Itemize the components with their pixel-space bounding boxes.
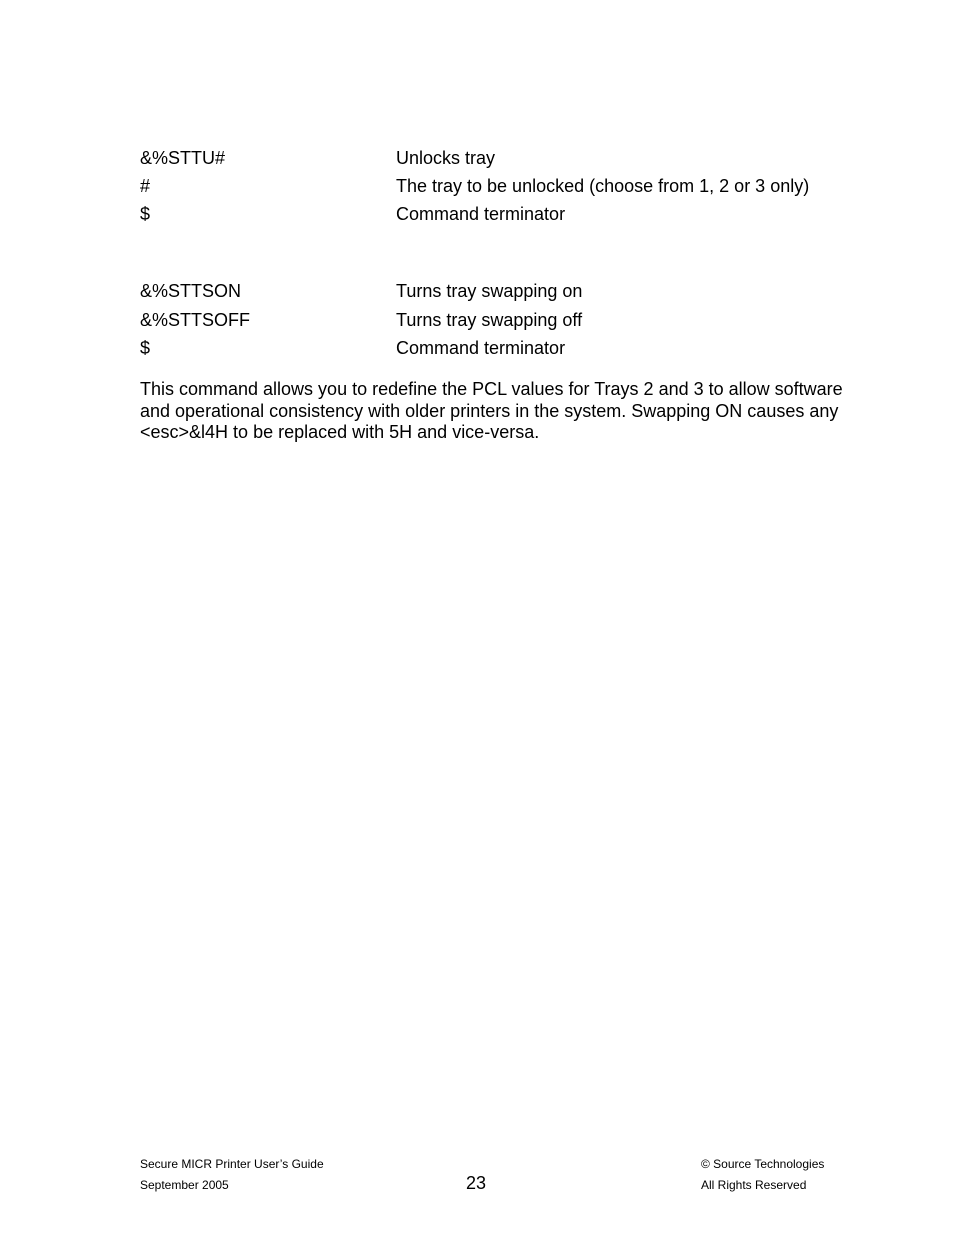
- command-code: $: [140, 338, 151, 358]
- command-code: &%STTSON: [140, 281, 242, 301]
- command-code: #: [140, 176, 151, 196]
- command-row-sttsoff: [140, 308, 880, 332]
- command-row-terminator: [140, 202, 880, 226]
- command-description: The tray to be unlocked (choose from 1, 2 or 3 only): [396, 176, 810, 196]
- page-number: 23: [466, 1173, 487, 1193]
- command-row-sttson: [140, 279, 880, 303]
- command-description: Turns tray swapping on: [396, 281, 583, 301]
- paragraph-line: <esc>&l4H to be replaced with 5H and vice-versa.: [140, 422, 540, 442]
- command-code: &%STTU#: [140, 148, 226, 168]
- command-row-terminator: [140, 336, 880, 360]
- footer-guide-title: Secure MICR Printer User’s Guide: [140, 1157, 324, 1171]
- footer-rights: All Rights Reserved: [701, 1178, 807, 1192]
- command-description: Command terminator: [396, 204, 566, 224]
- command-row-sttu: [140, 146, 880, 170]
- command-description: Unlocks tray: [396, 148, 496, 168]
- footer-copyright: © Source Technologies: [701, 1157, 825, 1171]
- command-description: Command terminator: [396, 338, 566, 358]
- command-row-tray-number: [140, 174, 880, 198]
- command-description: Turns tray swapping off: [396, 310, 583, 330]
- tray-swap-explanation: [140, 379, 880, 444]
- command-code: $: [140, 204, 151, 224]
- footer-date: September 2005: [140, 1178, 229, 1192]
- paragraph-line: This command allows you to redefine the PCL values for Trays 2 and 3 to allow software: [140, 379, 843, 399]
- command-code: &%STTSOFF: [140, 310, 251, 330]
- paragraph-line: and operational consistency with older printers in the system. Swapping ON causes any: [140, 400, 839, 421]
